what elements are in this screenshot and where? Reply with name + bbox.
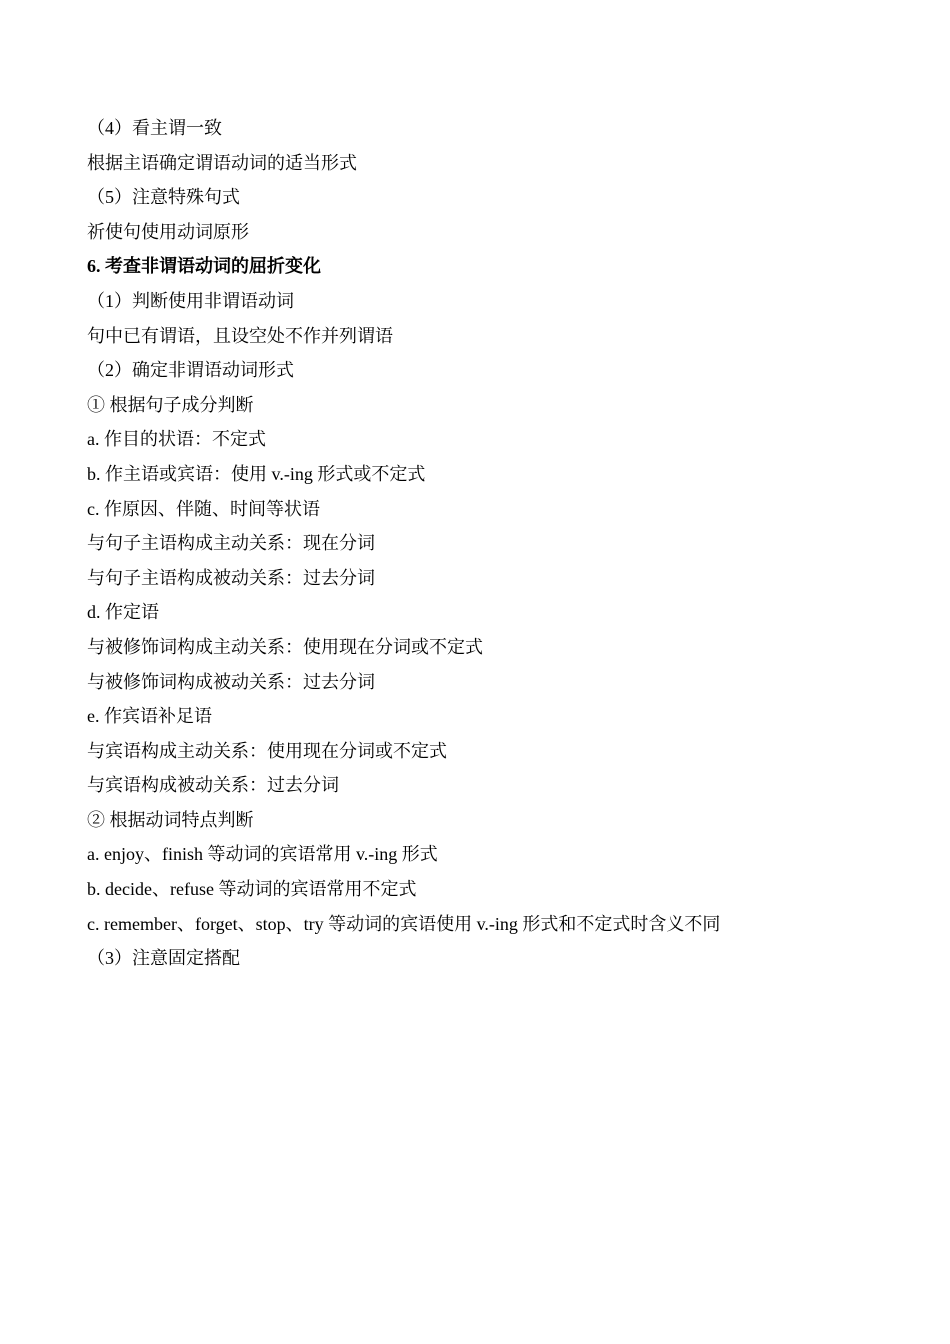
text-line: 与句子主语构成主动关系：现在分词 — [87, 533, 375, 554]
text-line: （5）注意特殊句式 — [87, 187, 240, 208]
text-line: 与宾语构成被动关系：过去分词 — [87, 775, 339, 796]
text-line: c. 作原因、伴随、时间等状语 — [87, 498, 320, 519]
text-line: 根据主语确定谓语动词的适当形式 — [87, 152, 357, 173]
text-line: e. 作宾语补足语 — [87, 706, 212, 727]
document-body — [87, 111, 867, 976]
text-line: 祈使句使用动词原形 — [87, 221, 249, 242]
text-line: b. decide、refuse 等动词的宾语常用不定式 — [87, 879, 417, 900]
text-line: c. remember、forget、stop、try 等动词的宾语使用 v.-ing 形式和不定式时含义不同 — [87, 913, 721, 934]
text-line: 与被修饰词构成主动关系：使用现在分词或不定式 — [87, 636, 483, 657]
text-line: ① 根据句子成分判断 — [87, 394, 254, 415]
text-line: 与被修饰词构成被动关系：过去分词 — [87, 671, 375, 692]
text-line: 与句子主语构成被动关系：过去分词 — [87, 567, 375, 588]
text-line: d. 作定语 — [87, 602, 159, 623]
text-line: （1）判断使用非谓语动词 — [87, 290, 294, 311]
text-line: a. enjoy、finish 等动词的宾语常用 v.-ing 形式 — [87, 844, 438, 865]
text-line: b. 作主语或宾语：使用 v.-ing 形式或不定式 — [87, 463, 426, 484]
text-line: a. 作目的状语：不定式 — [87, 429, 266, 450]
text-line: 与宾语构成主动关系：使用现在分词或不定式 — [87, 740, 447, 761]
text-line: 句中已有谓语，且设空处不作并列谓语 — [87, 325, 393, 346]
text-line: ② 根据动词特点判断 — [87, 809, 254, 830]
section-heading: 6. 考查非谓语动词的屈折变化 — [87, 256, 321, 277]
text-line: （4）看主谓一致 — [87, 118, 222, 138]
text-line: （3）注意固定搭配 — [87, 948, 240, 969]
text-line: （2）确定非谓语动词形式 — [87, 360, 294, 381]
